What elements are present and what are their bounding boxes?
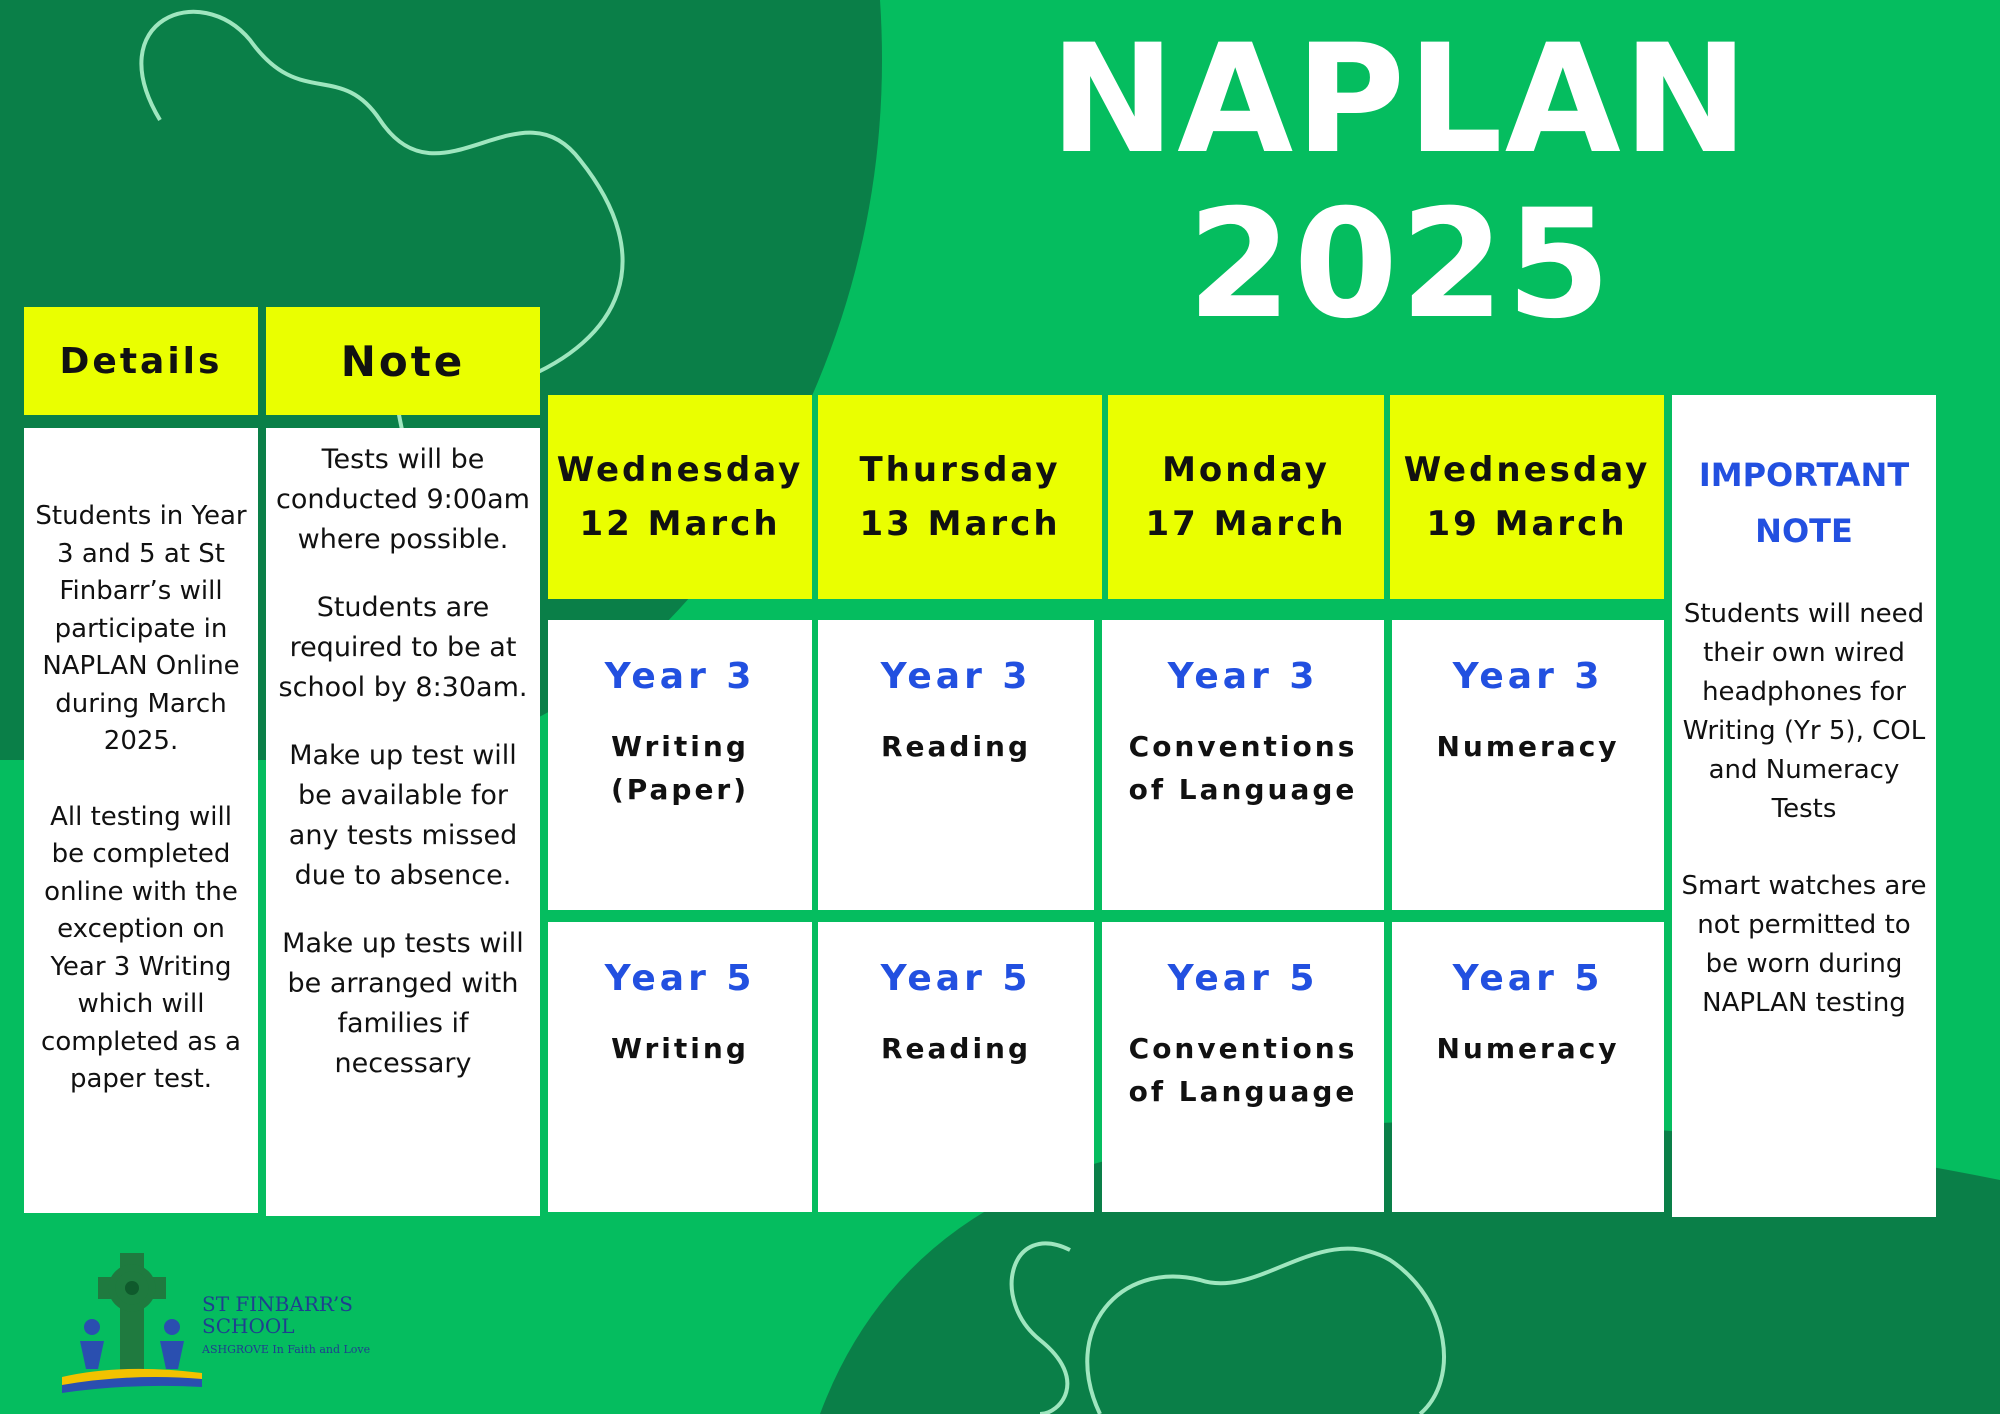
day-header-weekday: Monday — [1162, 450, 1330, 490]
title-year: 2025 — [1187, 178, 1613, 352]
schedule-cell-year5-day1 — [548, 922, 812, 1212]
schedule-cell-year3-day1 — [548, 620, 812, 910]
schedule-cell-year3-day2 — [818, 620, 1094, 910]
day-header-weekday: Wednesday — [556, 450, 804, 490]
subject-line-1: Writing — [611, 730, 749, 763]
day-header-weekday: Wednesday — [1403, 450, 1651, 490]
schedule-cell-year3-day4 — [1392, 620, 1664, 910]
subject-line-1: Conventions — [1128, 1032, 1358, 1065]
day-header-1 — [548, 395, 812, 599]
details-header-label: Details — [59, 340, 223, 382]
day-header-date: 13 March — [859, 504, 1061, 544]
school-name — [202, 1293, 370, 1361]
note-paragraph-3: Make up test will be available for any tests missed due to absence. — [288, 740, 518, 891]
schedule-cell-year5-day4 — [1392, 922, 1664, 1212]
title-naplan: NAPLAN — [1049, 13, 1751, 187]
schedule-cell-year5-day3 — [1102, 922, 1384, 1212]
year-label: Year 5 — [604, 958, 756, 999]
celtic-cross-icon — [62, 1245, 202, 1395]
school-logo — [62, 1245, 392, 1395]
note-header-label: Note — [340, 336, 466, 386]
important-paragraph-1: Students will need their own wired headphones for Writing (Yr 5), COL and Numeracy Tests — [1682, 599, 1926, 824]
details-panel — [24, 428, 258, 1213]
year-label: Year 3 — [880, 656, 1032, 697]
school-name-line-2: SCHOOL — [202, 1314, 295, 1338]
day-header-date: 12 March — [579, 504, 781, 544]
subject-line-1: Reading — [880, 1032, 1032, 1065]
year-label: Year 3 — [604, 656, 756, 697]
details-header — [24, 307, 258, 415]
subject-line-1: Writing — [611, 1032, 749, 1065]
important-paragraph-2: Smart watches are not permitted to be worn during NAPLAN testing — [1681, 871, 1927, 1018]
important-title-line-1: IMPORTANT — [1698, 456, 1910, 494]
subject-line-1: Numeracy — [1436, 730, 1620, 763]
schedule-cell-year5-day2 — [818, 922, 1094, 1212]
year-label: Year 5 — [880, 958, 1032, 999]
subject-line-2: (Paper) — [610, 773, 750, 806]
details-paragraph-1: Students in Year 3 and 5 at St Finbarr’s will participate in NAPLAN Online during March 2025. — [35, 501, 247, 756]
subject-line-1: Conventions — [1128, 730, 1358, 763]
day-header-2 — [818, 395, 1102, 599]
day-header-date: 17 March — [1145, 504, 1347, 544]
important-title-line-2: NOTE — [1755, 512, 1853, 550]
year-label: Year 5 — [1167, 958, 1319, 999]
details-paragraph-2: All testing will be completed online with the exception on Year 3 Writing which will completed as a paper test. — [41, 801, 241, 1094]
day-header-4 — [1390, 395, 1664, 599]
subject-line-1: Reading — [880, 730, 1032, 763]
year-label: Year 3 — [1167, 656, 1319, 697]
note-paragraph-2: Students are required to be at school by 8:30am. — [278, 592, 528, 703]
subject-line-1: Numeracy — [1436, 1032, 1620, 1065]
note-panel — [266, 428, 540, 1216]
school-name-line-1: ST FINBARR’S — [202, 1292, 353, 1316]
note-paragraph-4: Make up tests will be arranged with families if necessary — [282, 928, 524, 1079]
year-label: Year 5 — [1452, 958, 1604, 999]
subject-line-2: of Language — [1128, 773, 1358, 806]
day-header-weekday: Thursday — [859, 450, 1061, 490]
day-header-3 — [1108, 395, 1384, 599]
note-paragraph-1: Tests will be conducted 9:00am where possible. — [276, 444, 530, 555]
day-header-date: 19 March — [1426, 504, 1628, 544]
subject-line-2: of Language — [1128, 1075, 1358, 1108]
note-header — [266, 307, 540, 415]
important-note-panel — [1672, 395, 1936, 1217]
schedule-cell-year3-day3 — [1102, 620, 1384, 910]
school-tagline: ASHGROVE In Faith and Love — [202, 1343, 371, 1356]
year-label: Year 3 — [1452, 656, 1604, 697]
